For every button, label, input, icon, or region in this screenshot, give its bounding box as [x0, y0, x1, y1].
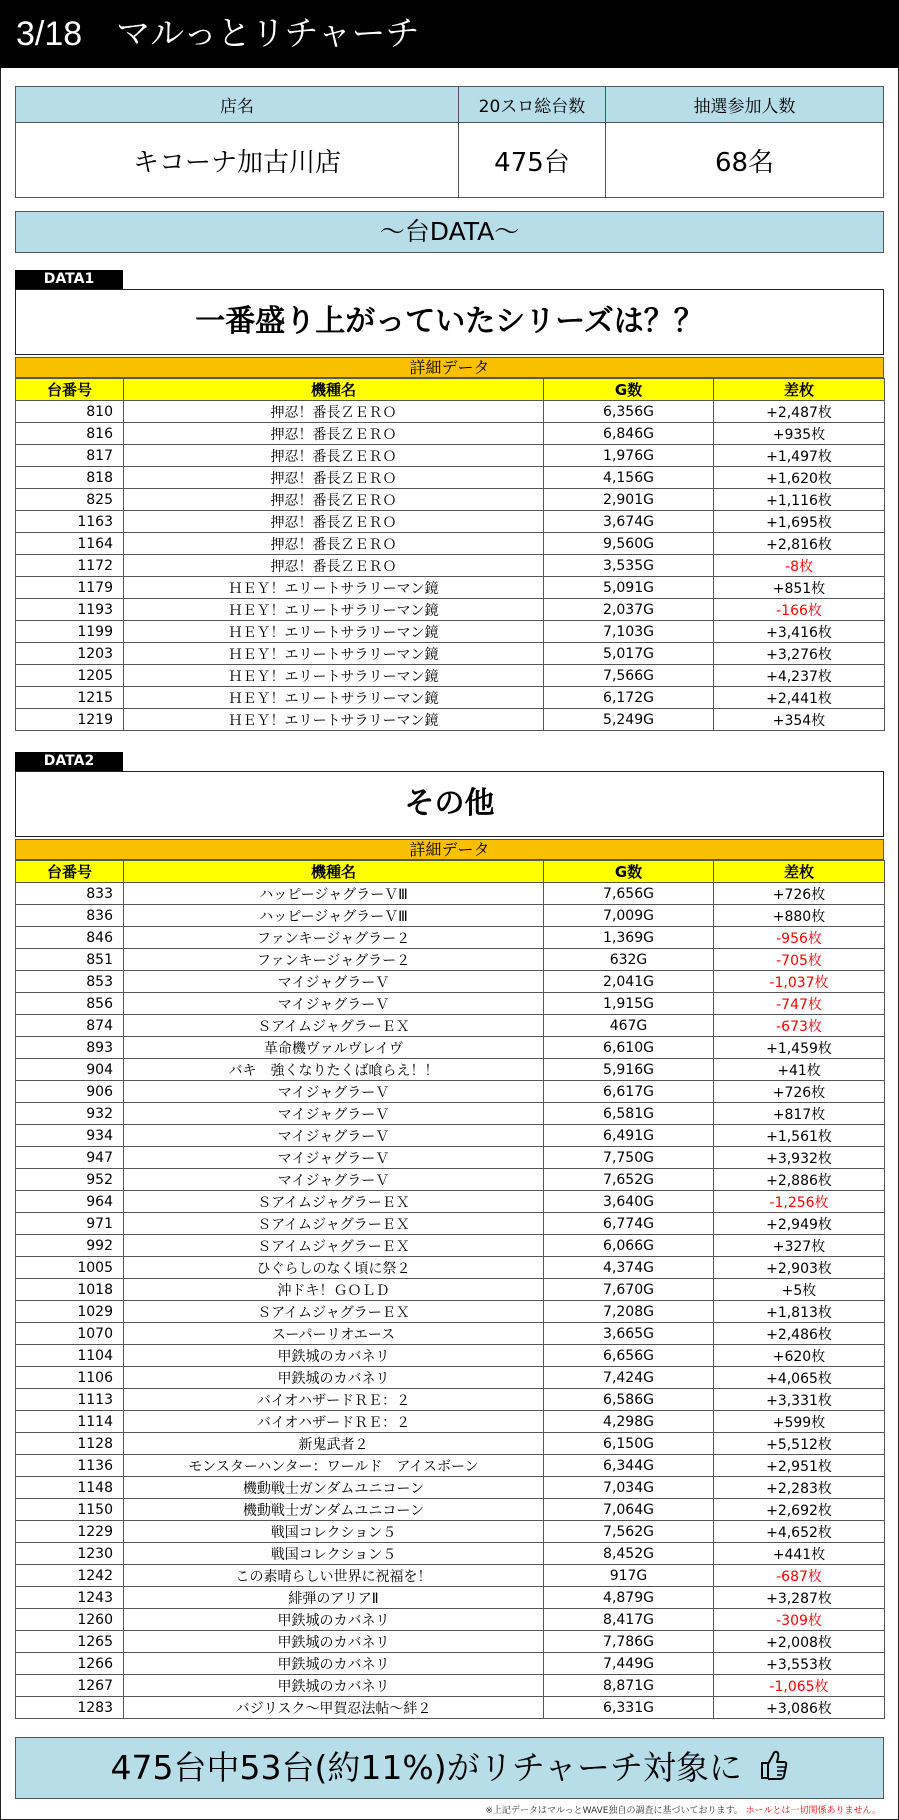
game-count: 3,535G	[544, 555, 714, 577]
machine-number: 1164	[16, 533, 124, 555]
coin-difference: -673枚	[714, 1015, 885, 1037]
model-name: バキ 強くなりたくば喰らえ！！	[124, 1059, 544, 1081]
machine-number: 992	[16, 1235, 124, 1257]
table-row	[16, 993, 885, 1015]
table-row	[16, 445, 885, 467]
coin-difference: +1,116枚	[714, 489, 885, 511]
coin-difference: +41枚	[714, 1059, 885, 1081]
table-row	[16, 577, 885, 599]
table-row	[16, 533, 885, 555]
machine-number: 1215	[16, 687, 124, 709]
dai-data-banner: ～台DATA～	[15, 211, 884, 253]
table-row	[16, 1631, 885, 1653]
machine-number: 1163	[16, 511, 124, 533]
machine-number: 1283	[16, 1697, 124, 1719]
table-row	[16, 423, 885, 445]
model-name: ファンキージャグラー２	[124, 949, 544, 971]
machine-number: 1205	[16, 665, 124, 687]
table-row	[16, 1191, 885, 1213]
game-count: 5,249G	[544, 709, 714, 731]
game-count: 3,665G	[544, 1323, 714, 1345]
model-name: 押忍！番長ＺＥＲＯ	[124, 401, 544, 423]
coin-difference: -8枚	[714, 555, 885, 577]
game-count: 6,172G	[544, 687, 714, 709]
machine-number: 1106	[16, 1367, 124, 1389]
coin-difference: +1,620枚	[714, 467, 885, 489]
coin-difference: +2,441枚	[714, 687, 885, 709]
data1-rows	[16, 401, 885, 731]
thumbs-up-icon	[758, 1740, 788, 1800]
model-name: 機動戦士ガンダムユニコーン	[124, 1499, 544, 1521]
coin-difference: +620枚	[714, 1345, 885, 1367]
coin-difference: +2,486枚	[714, 1323, 885, 1345]
game-count: 7,424G	[544, 1367, 714, 1389]
game-count: 6,617G	[544, 1081, 714, 1103]
game-count: 917G	[544, 1565, 714, 1587]
machine-number: 947	[16, 1147, 124, 1169]
model-name: ＨＥＹ！エリートサラリーマン鏡	[124, 709, 544, 731]
table-row	[16, 665, 885, 687]
coin-difference: +4,652枚	[714, 1521, 885, 1543]
model-name: ＨＥＹ！エリートサラリーマン鏡	[124, 577, 544, 599]
game-count: 6,846G	[544, 423, 714, 445]
game-count: 6,610G	[544, 1037, 714, 1059]
game-count: 8,452G	[544, 1543, 714, 1565]
game-count: 3,640G	[544, 1191, 714, 1213]
model-name: ＨＥＹ！エリートサラリーマン鏡	[124, 621, 544, 643]
table-row	[16, 1169, 885, 1191]
col-header-machine-no: 台番号	[16, 379, 124, 401]
model-name: マイジャグラーＶ	[124, 1147, 544, 1169]
game-count: 7,562G	[544, 1521, 714, 1543]
machine-number: 1114	[16, 1411, 124, 1433]
model-name: 機動戦士ガンダムユニコーン	[124, 1477, 544, 1499]
store-info-table	[15, 86, 884, 198]
table-row	[16, 1037, 885, 1059]
data2-rows	[16, 883, 885, 1719]
machine-number: 853	[16, 971, 124, 993]
table-row	[16, 1587, 885, 1609]
table-row	[16, 971, 885, 993]
machine-number: 1219	[16, 709, 124, 731]
coin-difference: -166枚	[714, 599, 885, 621]
col-header-diff: 差枚	[714, 379, 885, 401]
model-name: バイオハザードＲＥ：２	[124, 1411, 544, 1433]
game-count: 7,750G	[544, 1147, 714, 1169]
data2-subheader: 詳細データ	[15, 839, 884, 860]
model-name: 甲鉄城のカバネリ	[124, 1653, 544, 1675]
table-row	[16, 1411, 885, 1433]
game-count: 8,871G	[544, 1675, 714, 1697]
model-name: ＨＥＹ！エリートサラリーマン鏡	[124, 665, 544, 687]
machine-number: 1193	[16, 599, 124, 621]
total-machines-value: 475台	[459, 123, 606, 198]
machine-number: 1267	[16, 1675, 124, 1697]
machine-number: 1148	[16, 1477, 124, 1499]
col-header-games: G数	[544, 379, 714, 401]
coin-difference: +5枚	[714, 1279, 885, 1301]
table-row	[16, 687, 885, 709]
machine-number: 952	[16, 1169, 124, 1191]
table-row	[16, 1125, 885, 1147]
col-header-model-name: 機種名	[124, 861, 544, 883]
game-count: 5,091G	[544, 577, 714, 599]
game-count: 9,560G	[544, 533, 714, 555]
machine-number: 1265	[16, 1631, 124, 1653]
machine-number: 1104	[16, 1345, 124, 1367]
coin-difference: +2,487枚	[714, 401, 885, 423]
table-row	[16, 1521, 885, 1543]
table-row	[16, 1257, 885, 1279]
model-name: 押忍！番長ＺＥＲＯ	[124, 467, 544, 489]
store-name-value: キコーナ加古川店	[16, 123, 459, 198]
machine-number: 1070	[16, 1323, 124, 1345]
data2-tag: DATA2	[15, 752, 123, 771]
model-name: モンスターハンター：ワールド アイスボーン	[124, 1455, 544, 1477]
table-row	[16, 1301, 885, 1323]
machine-number: 816	[16, 423, 124, 445]
model-name: 緋弾のアリアⅡ	[124, 1587, 544, 1609]
machine-number: 1029	[16, 1301, 124, 1323]
game-count: 7,652G	[544, 1169, 714, 1191]
machine-number: 934	[16, 1125, 124, 1147]
machine-number: 964	[16, 1191, 124, 1213]
table-row	[16, 1059, 885, 1081]
game-count: 7,449G	[544, 1653, 714, 1675]
table-row	[16, 1103, 885, 1125]
coin-difference: +726枚	[714, 1081, 885, 1103]
machine-number: 817	[16, 445, 124, 467]
machine-number: 906	[16, 1081, 124, 1103]
model-name: ハッピージャグラーＶⅢ	[124, 905, 544, 927]
disclaimer-note	[485, 1803, 881, 1816]
table-row	[16, 1345, 885, 1367]
machine-number: 818	[16, 467, 124, 489]
table-row	[16, 1609, 885, 1631]
coin-difference: +2,816枚	[714, 533, 885, 555]
machine-number: 1150	[16, 1499, 124, 1521]
table-row	[16, 1477, 885, 1499]
machine-number: 1242	[16, 1565, 124, 1587]
model-name: この素晴らしい世界に祝福を！	[124, 1565, 544, 1587]
model-name: 沖ドキ！ＧＯＬＤ	[124, 1279, 544, 1301]
game-count: 7,009G	[544, 905, 714, 927]
coin-difference: +1,695枚	[714, 511, 885, 533]
model-name: 戦国コレクション５	[124, 1543, 544, 1565]
model-name: ＨＥＹ！エリートサラリーマン鏡	[124, 643, 544, 665]
coin-difference: -687枚	[714, 1565, 885, 1587]
model-name: ＨＥＹ！エリートサラリーマン鏡	[124, 599, 544, 621]
game-count: 2,901G	[544, 489, 714, 511]
table-row	[16, 621, 885, 643]
coin-difference: +1,497枚	[714, 445, 885, 467]
table-row	[16, 1367, 885, 1389]
machine-number: 851	[16, 949, 124, 971]
data1-table	[15, 378, 885, 731]
table-row	[16, 1433, 885, 1455]
model-name: 押忍！番長ＺＥＲＯ	[124, 423, 544, 445]
data1-tag: DATA1	[15, 270, 123, 289]
coin-difference: +5,512枚	[714, 1433, 885, 1455]
game-count: 2,041G	[544, 971, 714, 993]
table-row	[16, 1565, 885, 1587]
table-row	[16, 1389, 885, 1411]
game-count: 7,786G	[544, 1631, 714, 1653]
coin-difference: +3,331枚	[714, 1389, 885, 1411]
data1-subheader: 詳細データ	[15, 357, 884, 378]
participants-header: 抽選参加人数	[606, 87, 884, 123]
table-row	[16, 599, 885, 621]
coin-difference: +935枚	[714, 423, 885, 445]
model-name: マイジャグラーＶ	[124, 993, 544, 1015]
game-count: 467G	[544, 1015, 714, 1037]
table-row	[16, 1653, 885, 1675]
coin-difference: +2,951枚	[714, 1455, 885, 1477]
machine-number: 1266	[16, 1653, 124, 1675]
coin-difference: +2,692枚	[714, 1499, 885, 1521]
game-count: 3,674G	[544, 511, 714, 533]
data2-table	[15, 860, 885, 1719]
summary-text: 475台中53台(約11%)がリチャーチ対象に	[110, 1748, 742, 1787]
machine-number: 971	[16, 1213, 124, 1235]
model-name: 甲鉄城のカバネリ	[124, 1631, 544, 1653]
machine-number: 874	[16, 1015, 124, 1037]
table-row	[16, 1675, 885, 1697]
machine-number: 1199	[16, 621, 124, 643]
game-count: 6,586G	[544, 1389, 714, 1411]
model-name: バイオハザードＲＥ：２	[124, 1389, 544, 1411]
model-name: ＳアイムジャグラーＥＸ	[124, 1015, 544, 1037]
model-name: マイジャグラーＶ	[124, 1103, 544, 1125]
game-count: 6,656G	[544, 1345, 714, 1367]
data1-title: 一番盛り上がっていたシリーズは？？	[15, 289, 884, 355]
game-count: 6,344G	[544, 1455, 714, 1477]
model-name: ＳアイムジャグラーＥＸ	[124, 1301, 544, 1323]
model-name: 革命機ヴァルヴレイヴ	[124, 1037, 544, 1059]
machine-number: 1230	[16, 1543, 124, 1565]
model-name: マイジャグラーＶ	[124, 1081, 544, 1103]
game-count: 4,879G	[544, 1587, 714, 1609]
total-machines-header: 20スロ総台数	[459, 87, 606, 123]
game-count: 1,915G	[544, 993, 714, 1015]
machine-number: 1113	[16, 1389, 124, 1411]
table-row	[16, 401, 885, 423]
model-name: 押忍！番長ＺＥＲＯ	[124, 533, 544, 555]
model-name: バジリスク～甲賀忍法帖～絆２	[124, 1697, 544, 1719]
page-header	[0, 0, 899, 68]
coin-difference: +3,553枚	[714, 1653, 885, 1675]
machine-number: 856	[16, 993, 124, 1015]
machine-number: 1005	[16, 1257, 124, 1279]
game-count: 7,208G	[544, 1301, 714, 1323]
table-row	[16, 883, 885, 905]
coin-difference: +2,008枚	[714, 1631, 885, 1653]
machine-number: 1179	[16, 577, 124, 599]
machine-number: 1203	[16, 643, 124, 665]
table-row	[16, 1499, 885, 1521]
coin-difference: +327枚	[714, 1235, 885, 1257]
model-name: 押忍！番長ＺＥＲＯ	[124, 489, 544, 511]
table-row	[16, 1015, 885, 1037]
coin-difference: +2,886枚	[714, 1169, 885, 1191]
participants-value: 68名	[606, 123, 884, 198]
machine-number: 893	[16, 1037, 124, 1059]
col-header-games: G数	[544, 861, 714, 883]
coin-difference: +3,086枚	[714, 1697, 885, 1719]
coin-difference: +4,237枚	[714, 665, 885, 687]
table-row	[16, 489, 885, 511]
table-row	[16, 555, 885, 577]
table-row	[16, 1543, 885, 1565]
game-count: 7,656G	[544, 883, 714, 905]
coin-difference: +354枚	[714, 709, 885, 731]
coin-difference: -956枚	[714, 927, 885, 949]
game-count: 5,916G	[544, 1059, 714, 1081]
game-count: 6,356G	[544, 401, 714, 423]
coin-difference: -705枚	[714, 949, 885, 971]
table-row	[16, 905, 885, 927]
machine-number: 1172	[16, 555, 124, 577]
coin-difference: +1,813枚	[714, 1301, 885, 1323]
coin-difference: -1,256枚	[714, 1191, 885, 1213]
game-count: 6,150G	[544, 1433, 714, 1455]
game-count: 6,066G	[544, 1235, 714, 1257]
game-count: 4,156G	[544, 467, 714, 489]
game-count: 7,064G	[544, 1499, 714, 1521]
machine-number: 833	[16, 883, 124, 905]
machine-number: 836	[16, 905, 124, 927]
coin-difference: +2,283枚	[714, 1477, 885, 1499]
page-title: 3/18 マルっとリチャーチ	[16, 15, 420, 53]
machine-number: 1128	[16, 1433, 124, 1455]
col-header-diff: 差枚	[714, 861, 885, 883]
table-row	[16, 709, 885, 731]
game-count: 5,017G	[544, 643, 714, 665]
machine-number: 810	[16, 401, 124, 423]
model-name: 戦国コレクション５	[124, 1521, 544, 1543]
model-name: 押忍！番長ＺＥＲＯ	[124, 555, 544, 577]
model-name: マイジャグラーＶ	[124, 1125, 544, 1147]
table-row	[16, 1081, 885, 1103]
machine-number: 904	[16, 1059, 124, 1081]
table-row	[16, 1455, 885, 1477]
data2-title: その他	[15, 771, 884, 837]
machine-number: 1260	[16, 1609, 124, 1631]
coin-difference: +3,416枚	[714, 621, 885, 643]
model-name: ＳアイムジャグラーＥＸ	[124, 1213, 544, 1235]
table-row	[16, 643, 885, 665]
game-count: 632G	[544, 949, 714, 971]
game-count: 7,103G	[544, 621, 714, 643]
machine-number: 932	[16, 1103, 124, 1125]
summary-banner	[15, 1737, 884, 1799]
coin-difference: +599枚	[714, 1411, 885, 1433]
model-name: ファンキージャグラー２	[124, 927, 544, 949]
game-count: 6,774G	[544, 1213, 714, 1235]
machine-number: 1018	[16, 1279, 124, 1301]
table-row	[16, 511, 885, 533]
machine-number: 1136	[16, 1455, 124, 1477]
coin-difference: +4,065枚	[714, 1367, 885, 1389]
machine-number: 825	[16, 489, 124, 511]
game-count: 1,369G	[544, 927, 714, 949]
table-row	[16, 1213, 885, 1235]
model-name: 新鬼武者２	[124, 1433, 544, 1455]
model-name: ＳアイムジャグラーＥＸ	[124, 1235, 544, 1257]
col-header-machine-no: 台番号	[16, 861, 124, 883]
table-row	[16, 1697, 885, 1719]
table-row	[16, 467, 885, 489]
model-name: 押忍！番長ＺＥＲＯ	[124, 511, 544, 533]
table-row	[16, 1235, 885, 1257]
game-count: 2,037G	[544, 599, 714, 621]
game-count: 4,298G	[544, 1411, 714, 1433]
col-header-model-name: 機種名	[124, 379, 544, 401]
table-row	[16, 949, 885, 971]
table-row	[16, 1323, 885, 1345]
game-count: 6,491G	[544, 1125, 714, 1147]
game-count: 7,670G	[544, 1279, 714, 1301]
game-count: 7,034G	[544, 1477, 714, 1499]
coin-difference: +1,459枚	[714, 1037, 885, 1059]
model-name: 押忍！番長ＺＥＲＯ	[124, 445, 544, 467]
model-name: マイジャグラーＶ	[124, 971, 544, 993]
coin-difference: -1,037枚	[714, 971, 885, 993]
coin-difference: -1,065枚	[714, 1675, 885, 1697]
coin-difference: +441枚	[714, 1543, 885, 1565]
model-name: ＨＥＹ！エリートサラリーマン鏡	[124, 687, 544, 709]
model-name: 甲鉄城のカバネリ	[124, 1367, 544, 1389]
model-name: 甲鉄城のカバネリ	[124, 1345, 544, 1367]
model-name: ハッピージャグラーＶⅢ	[124, 883, 544, 905]
coin-difference: -747枚	[714, 993, 885, 1015]
machine-number: 1229	[16, 1521, 124, 1543]
model-name: マイジャグラーＶ	[124, 1169, 544, 1191]
game-count: 6,331G	[544, 1697, 714, 1719]
machine-number: 1243	[16, 1587, 124, 1609]
coin-difference: +3,287枚	[714, 1587, 885, 1609]
table-row	[16, 927, 885, 949]
table-row	[16, 1147, 885, 1169]
coin-difference: +2,949枚	[714, 1213, 885, 1235]
store-name-header: 店名	[16, 87, 459, 123]
coin-difference: +851枚	[714, 577, 885, 599]
game-count: 8,417G	[544, 1609, 714, 1631]
coin-difference: +726枚	[714, 883, 885, 905]
model-name: ひぐらしのなく頃に祭２	[124, 1257, 544, 1279]
machine-number: 846	[16, 927, 124, 949]
coin-difference: +817枚	[714, 1103, 885, 1125]
coin-difference: +3,932枚	[714, 1147, 885, 1169]
coin-difference: -309枚	[714, 1609, 885, 1631]
coin-difference: +3,276枚	[714, 643, 885, 665]
model-name: ＳアイムジャグラーＥＸ	[124, 1191, 544, 1213]
game-count: 4,374G	[544, 1257, 714, 1279]
model-name: 甲鉄城のカバネリ	[124, 1675, 544, 1697]
coin-difference: +880枚	[714, 905, 885, 927]
table-row	[16, 1279, 885, 1301]
game-count: 7,566G	[544, 665, 714, 687]
disclaimer-red-text: ホールとは一切関係ありません。	[745, 1806, 881, 1816]
model-name: スーパーリオエース	[124, 1323, 544, 1345]
disclaimer-text: ※上記データはマルっとWAVE独自の調査に基づいております。	[485, 1806, 743, 1816]
model-name: 甲鉄城のカバネリ	[124, 1609, 544, 1631]
coin-difference: +1,561枚	[714, 1125, 885, 1147]
game-count: 6,581G	[544, 1103, 714, 1125]
game-count: 1,976G	[544, 445, 714, 467]
coin-difference: +2,903枚	[714, 1257, 885, 1279]
